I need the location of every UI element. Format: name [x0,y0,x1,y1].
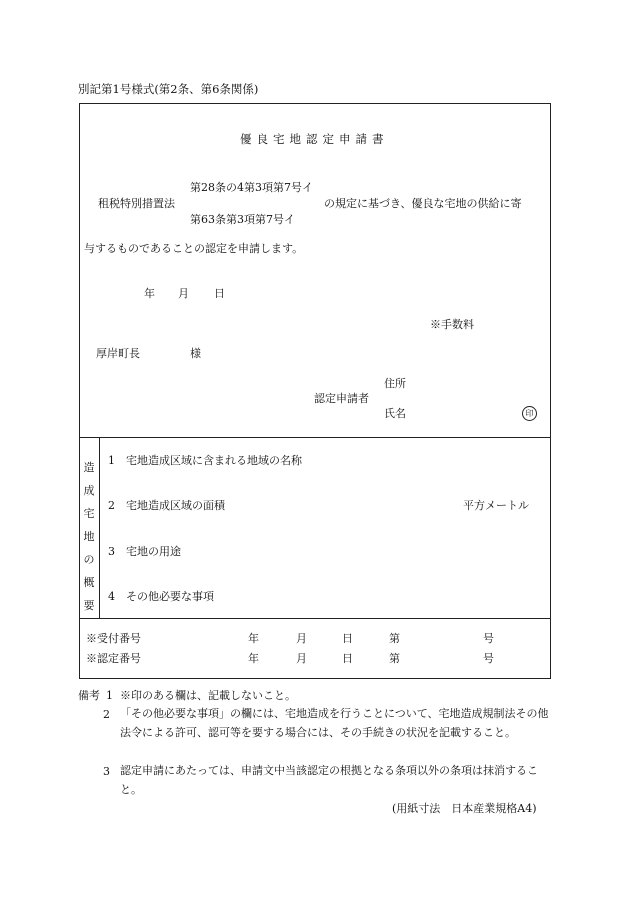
notes-prefix: 備考 [78,689,100,702]
note-3-num: 3 [103,765,110,778]
overview-item-2-label: 宅地造成区域の面積 [126,499,225,512]
overview-item-1-num: 1 [108,454,115,467]
overview-item-3-label: 宅地の用途 [126,545,181,558]
receipt-dai: 第 [389,632,400,645]
seal-mark: 印 [522,406,537,421]
clause-2: 第63条第3項第7号イ [190,213,295,226]
side-char: 造 [83,461,95,474]
side-char: 地 [83,530,95,543]
divider-receipt [79,618,551,619]
date-year: 年 [144,287,155,300]
certification-go: 号 [483,652,494,665]
divider-side-label [99,437,100,618]
form-number: 別記第1号様式(第2条、第6条関係) [78,82,259,96]
overview-side-label [79,462,99,623]
receipt-year: 年 [248,632,259,645]
receipt-day: 日 [342,632,353,645]
clause-1: 第28条の4第3項第7号イ [190,181,313,194]
side-char: の [83,553,95,566]
paper-size-note: (用紙寸法 日本産業規格A4) [392,802,537,815]
note-1-num: 1 [106,689,113,702]
applicant-label: 認定申請者 [314,392,369,405]
certification-day: 日 [342,652,353,665]
addressee-honorific: 様 [190,347,201,360]
applicant-address-label: 住所 [384,377,406,390]
receipt-number-label: ※受付番号 [86,632,141,645]
fee-label: ※手数料 [430,318,474,331]
applicant-name-label: 氏名 [384,407,406,420]
note-3-text: 認定申請にあたっては、申請文中当該認定の根拠となる条項以外の条項は抹消すること。 [120,764,538,796]
overview-item-4-label: その他必要な事項 [126,590,214,603]
note-2-text: 「その他必要な事項」の欄には、宅地造成を行うことについて、宅地造成規制法その他法令による許可、認可等を要する場合には、その手続きの状況を記載すること。 [120,707,549,739]
overview-item-4-num: 4 [108,590,115,603]
date-day: 日 [214,287,225,300]
law-name: 租税特別措置法 [98,197,175,210]
addressee-name: 厚岸町長 [96,347,140,360]
side-char: 宅 [83,507,95,520]
note-2-num: 2 [103,708,110,721]
receipt-month: 月 [296,632,307,645]
body-line-2: 与するものであることの認定を申請します。 [84,242,304,255]
certification-dai: 第 [389,652,400,665]
side-char: 要 [83,599,95,612]
certification-number-label: ※認定番号 [86,652,141,665]
divider-overview [79,437,551,438]
overview-item-1-label: 宅地造成区域に含まれる地域の名称 [126,454,302,467]
date-month: 月 [178,287,189,300]
overview-item-2-unit: 平方メートル [463,499,529,512]
overview-item-3-num: 3 [108,545,115,558]
form-title: 優良宅地認定申請書 [240,132,389,146]
body-line-1: の規定に基づき、優良な宅地の供給に寄 [324,197,522,210]
overview-item-2-num: 2 [108,499,115,512]
receipt-go: 号 [483,632,494,645]
certification-year: 年 [248,652,259,665]
note-1-text: ※印のある欄は、記載しないこと。 [120,689,296,702]
side-char: 成 [83,484,95,497]
certification-month: 月 [296,652,307,665]
side-char: 概 [83,576,95,589]
